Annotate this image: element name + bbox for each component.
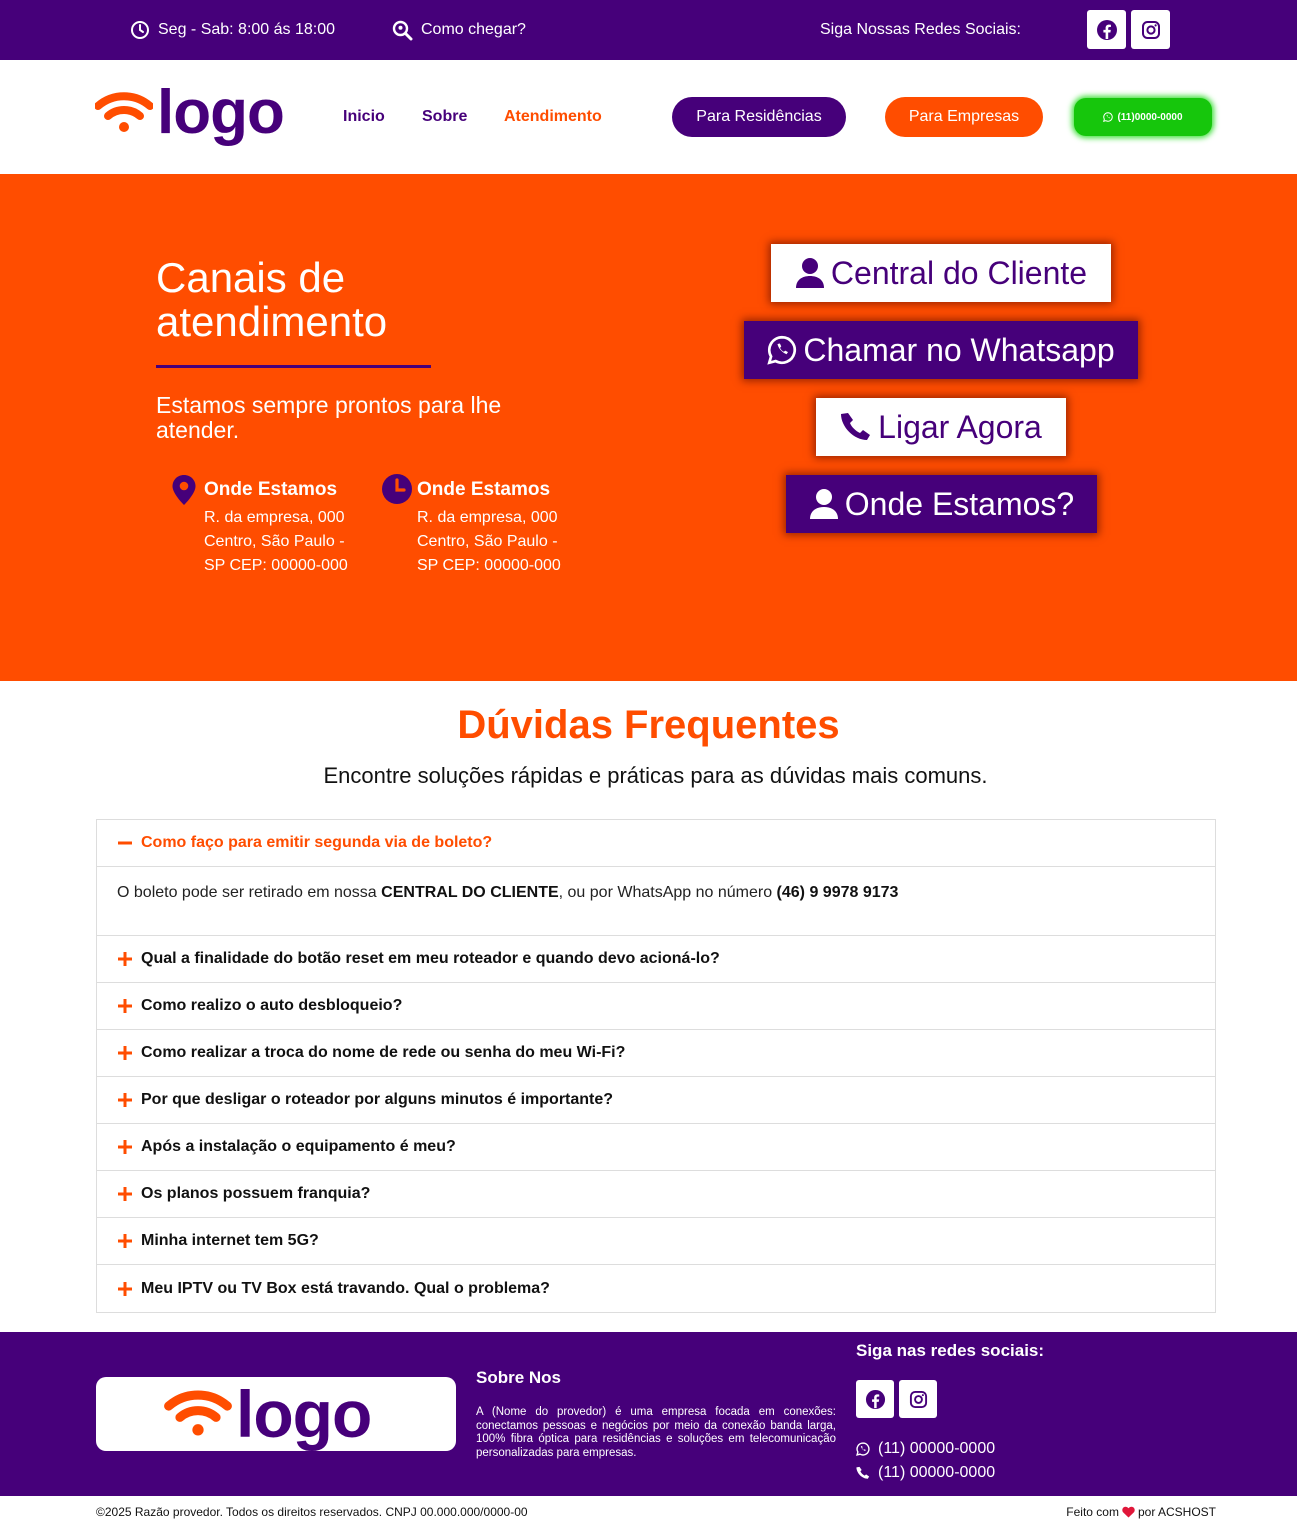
minus-icon	[117, 835, 133, 851]
clock-icon	[130, 20, 150, 40]
residencias-button[interactable]: Para Residências	[672, 97, 846, 137]
plus-icon	[117, 1281, 133, 1297]
clock-icon	[381, 474, 413, 506]
faq-question[interactable]	[97, 1265, 1215, 1312]
central-cliente-button[interactable]	[771, 244, 1111, 302]
instagram-icon	[909, 1390, 928, 1409]
nav-sobre[interactable]: Sobre	[422, 108, 468, 125]
phone-icon	[856, 1466, 870, 1480]
faq-answer-text: O boleto pode ser retirado em nossa	[117, 884, 382, 901]
made-by	[1066, 1505, 1216, 1519]
footer-whatsapp-phone[interactable]	[856, 1440, 995, 1458]
top-bar	[0, 0, 1297, 60]
instagram-button[interactable]	[1131, 10, 1170, 49]
footer	[0, 1332, 1297, 1496]
opening-hours	[130, 0, 335, 60]
whatsapp-icon	[1103, 112, 1113, 122]
faq-question-label: Minha internet tem 5G?	[141, 1232, 319, 1249]
map-pin-icon	[171, 474, 197, 506]
whatsapp-button[interactable]	[744, 321, 1138, 379]
faq-answer-central: CENTRAL DO CLIENTE	[381, 884, 559, 901]
faq-question[interactable]	[97, 1218, 1215, 1265]
faq-question[interactable]	[97, 936, 1215, 983]
footer-call-number: (11) 00000-0000	[878, 1464, 996, 1481]
call-now-label: Ligar Agora	[878, 408, 1042, 445]
whatsapp-header-button[interactable]	[1074, 98, 1212, 136]
footer-logo-text: logo	[236, 1377, 372, 1451]
location-info	[168, 474, 364, 578]
faq-title: Dúvidas Frequentes	[457, 703, 840, 747]
plus-icon	[117, 1045, 133, 1061]
nav-atendimento[interactable]: Atendimento	[504, 108, 602, 125]
wifi-logo-icon	[95, 90, 153, 136]
plus-icon	[117, 951, 133, 967]
faq-answer	[97, 867, 1215, 936]
faq-question-label: Como faço para emitir segunda via de boleto?	[141, 834, 493, 851]
empresas-button[interactable]: Para Empresas	[885, 97, 1043, 137]
plus-icon	[117, 998, 133, 1014]
user-icon	[795, 257, 825, 289]
hero-section	[0, 174, 1297, 681]
faq-answer-phone: (46) 9 9978 9173	[776, 884, 899, 901]
hours-info	[381, 474, 577, 578]
faq-question[interactable]	[97, 1077, 1215, 1124]
location-address: R. da empresa, 000 Centro, São Paulo - SP CEP: 00000-000	[204, 509, 348, 574]
heart-icon	[1122, 1506, 1135, 1518]
faq-question[interactable]	[97, 983, 1215, 1030]
faq-question-label: Após a instalação o equipamento é meu?	[141, 1138, 456, 1155]
faq-question-label: Como realizo o auto desbloqueio?	[141, 997, 403, 1014]
facebook-button[interactable]	[1087, 10, 1126, 49]
faq-question-open[interactable]	[97, 820, 1215, 867]
faq-question[interactable]	[97, 1030, 1215, 1077]
whatsapp-label: Chamar no Whatsapp	[803, 331, 1115, 368]
plus-icon	[117, 1139, 133, 1155]
whatsapp-header-number: (11)0000-0000	[1117, 111, 1183, 123]
faq-question-label: Qual a finalidade do botão reset em meu roteador e quando devo acioná-lo?	[141, 950, 720, 967]
whatsapp-icon	[767, 335, 797, 365]
call-now-button[interactable]	[816, 398, 1066, 456]
follow-label: Siga Nossas Redes Sociais:	[820, 21, 1021, 38]
about-text: A (Nome do provedor) é uma empresa focada em conexões: conectamos pessoas e negócios por meio da conexão banda larga, 100% fibra óptica para residências e soluções em telecomunicação personalizadas para empresas.	[476, 1406, 836, 1459]
whatsapp-icon	[856, 1442, 870, 1456]
facebook-icon	[1096, 19, 1118, 41]
faq-question-label: Por que desligar o roteador por alguns minutos é importante?	[141, 1091, 614, 1108]
footer-logo	[164, 1377, 372, 1451]
hero-divider	[156, 365, 431, 368]
hours-address: R. da empresa, 000 Centro, São Paulo - SP CEP: 00000-000	[417, 509, 561, 574]
made-by-author[interactable]: por ACSHOST	[1137, 1505, 1216, 1519]
user-icon	[809, 488, 839, 520]
about-title: Sobre Nos	[476, 1368, 562, 1387]
faq-question-label: Como realizar a troca do nome de rede ou senha do meu Wi-Fi?	[141, 1044, 626, 1061]
made-by-prefix: Feito com	[1066, 1505, 1119, 1519]
directions-link[interactable]	[392, 0, 526, 60]
footer-follow-label: Siga nas redes sociais:	[856, 1341, 1045, 1360]
central-cliente-label: Central do Cliente	[830, 254, 1088, 291]
footer-call-phone[interactable]	[856, 1464, 995, 1482]
footer-instagram-button[interactable]	[899, 1380, 937, 1418]
phone-icon	[840, 411, 872, 443]
where-button[interactable]	[786, 475, 1097, 533]
footer-whatsapp-number: (11) 00000-0000	[878, 1440, 996, 1457]
faq-question[interactable]	[97, 1124, 1215, 1171]
faq-question[interactable]	[97, 1171, 1215, 1218]
plus-icon	[117, 1186, 133, 1202]
footer-logo-box[interactable]	[96, 1377, 456, 1451]
logo-text: logo	[157, 78, 284, 147]
plus-icon	[117, 1233, 133, 1249]
faq-question-label: Meu IPTV ou TV Box está travando. Qual o problema?	[141, 1279, 550, 1297]
location-title: Onde Estamos	[204, 479, 338, 500]
faq-question-label: Os planos possuem franquia?	[141, 1185, 371, 1202]
nav-inicio[interactable]: Inicio	[343, 108, 385, 125]
opening-hours-text: Seg - Sab: 8:00 ás 18:00	[158, 21, 336, 38]
faq-subtitle: Encontre soluções rápidas e práticas para as dúvidas mais comuns.	[323, 763, 988, 788]
instagram-icon	[1141, 20, 1161, 40]
header-logo[interactable]	[95, 78, 284, 147]
directions-text: Como chegar?	[421, 21, 526, 38]
where-label: Onde Estamos?	[844, 485, 1075, 522]
faq-answer-text: , ou por WhatsApp no número	[558, 884, 777, 901]
faq-accordion	[96, 819, 1216, 1313]
main-header	[0, 60, 1297, 174]
footer-facebook-button[interactable]	[856, 1380, 894, 1418]
bottom-bar	[0, 1496, 1297, 1529]
wifi-logo-icon	[164, 1388, 232, 1440]
hero-subtitle: Estamos sempre prontos para lhe atender.	[156, 392, 502, 443]
facebook-icon	[865, 1389, 886, 1410]
hero-title: Canais de atendimento	[156, 254, 388, 345]
search-location-icon	[392, 20, 413, 41]
copyright: ©2025 Razão provedor. Todos os direitos reservados. CNPJ 00.000.000/0000-00	[96, 1505, 528, 1519]
hours-title: Onde Estamos	[417, 479, 551, 500]
plus-icon	[117, 1092, 133, 1108]
